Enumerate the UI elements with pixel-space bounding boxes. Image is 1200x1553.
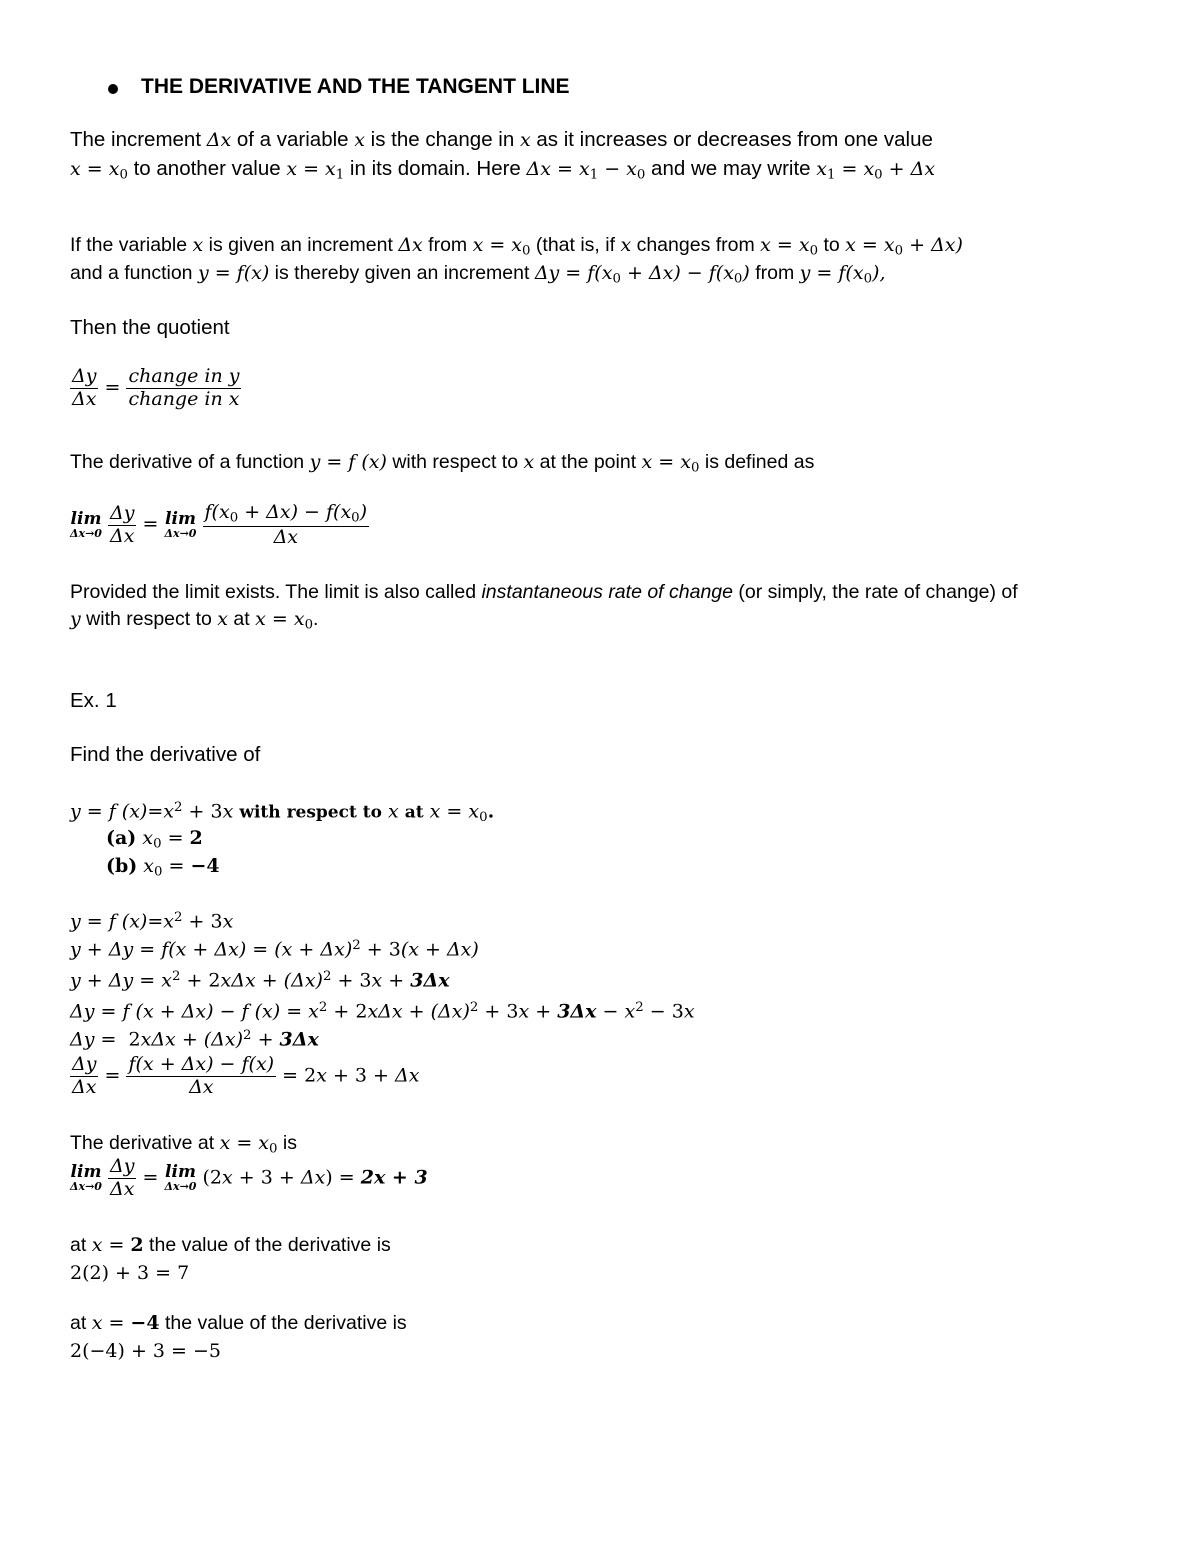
value-at-2-label: at x = 2 the value of the derivative is [70, 1234, 391, 1256]
work-line-4: Δy = f (x + Δx) − f $(x) = x^2 + 2x\Delta x + (\Delta x)^2 + 3x + 3\Delta x - x^2 - 3x$ [70, 1000, 695, 1023]
quotient-formula: $\frac{\Delta y}{\Delta x}$ = $\frac{\text{change in y}}{\text{change in x}}$ [72, 365, 240, 410]
increment-paragraph-line2: $x = x_0$ to another value $x = x_1$ in its domain. Here $\Delta x = x_1 - x_0$ and we may write $x_1 = x_0 + \Delta x$ [70, 157, 936, 183]
work-line-1: y = f $(x)=x^2 + 3x$ [70, 910, 234, 933]
quotient-intro: Then the quotient [70, 316, 230, 339]
find-label: Find the derivative of [70, 743, 261, 766]
example-label: Ex. 1 [70, 689, 117, 712]
ifvar-paragraph-line2: and a function y = f(x) is thereby given an increment $\Delta y = f(x_0 + \Delta x) - f(x_0)$ from $y = f(x_0)$, [70, 262, 886, 287]
section-heading: THE DERIVATIVE AND THE TANGENT LINE [141, 75, 570, 98]
bullet-icon [108, 84, 118, 94]
problem-part-a: (a) $x_0 = 2$ [106, 827, 203, 852]
limit-definition-formula: lim Δx→0 $\frac{\Delta y}{\Delta x}$ = lim Δx→0 $\frac{f(x_0 + \Delta x) - f(x_0)}{\Delta x}$ [70, 501, 368, 548]
work-line-5: $\Delta y = 2x\Delta x + (\Delta x)^2 + 3\Delta x$ [70, 1028, 319, 1051]
problem-statement: y = f $(x)=x^2 + 3x$ with respect to x at $x = x_0$. [70, 800, 495, 825]
derivative-limit-result: lim Δx→0 $\frac{\Delta y}{\Delta x}$ = lim Δx→0 (2x + 3 + Δx) = 2x + 3 [70, 1155, 428, 1200]
derivative-definition-text: The derivative of a function y = f (x) with respect to x at the point $x = x_0$ is defined as [70, 451, 815, 476]
provided-paragraph-line2: y with respect to x at $x = x_0$. [70, 608, 319, 633]
ifvar-paragraph-line1: If the variable x is given an increment Δx from $x = x_0$ (that is, if x changes from $x = x_0$ to $x = x_0 + \Delta x$) [70, 234, 963, 259]
work-line-6: $\frac{\Delta y}{\Delta x}$ = $\frac{f(x + \Delta x) - f(x)}{\Delta x}$ = 2x + 3 + Δx [72, 1053, 420, 1098]
value-at-neg4-result: 2(−4) + 3 = −5 [70, 1340, 222, 1362]
derivative-at-label: The derivative at $x = x_0$ is [70, 1132, 297, 1157]
increment-paragraph-line1: The increment Δx of a variable x is the change in x as it increases or decreases from one value [70, 128, 933, 151]
work-line-3: $y + \Delta y = x^2 + 2x\Delta x + (\Delta x)^2 + 3x + 3\Delta x$ [70, 969, 450, 992]
provided-paragraph-line1: Provided the limit exists. The limit is also called instantaneous rate of change (or simply, the rate of change) of [70, 581, 1018, 603]
work-line-2: $y + \Delta y = f(x + \Delta x) = (x + \Delta x)^2 + 3(x + \Delta x)$ [70, 938, 479, 961]
value-at-2-result: 2(2) + 3 = 7 [70, 1262, 190, 1284]
problem-part-b: (b) $x_0 = -4$ [106, 855, 220, 880]
value-at-neg4-label: at x = −4 the value of the derivative is [70, 1312, 407, 1334]
